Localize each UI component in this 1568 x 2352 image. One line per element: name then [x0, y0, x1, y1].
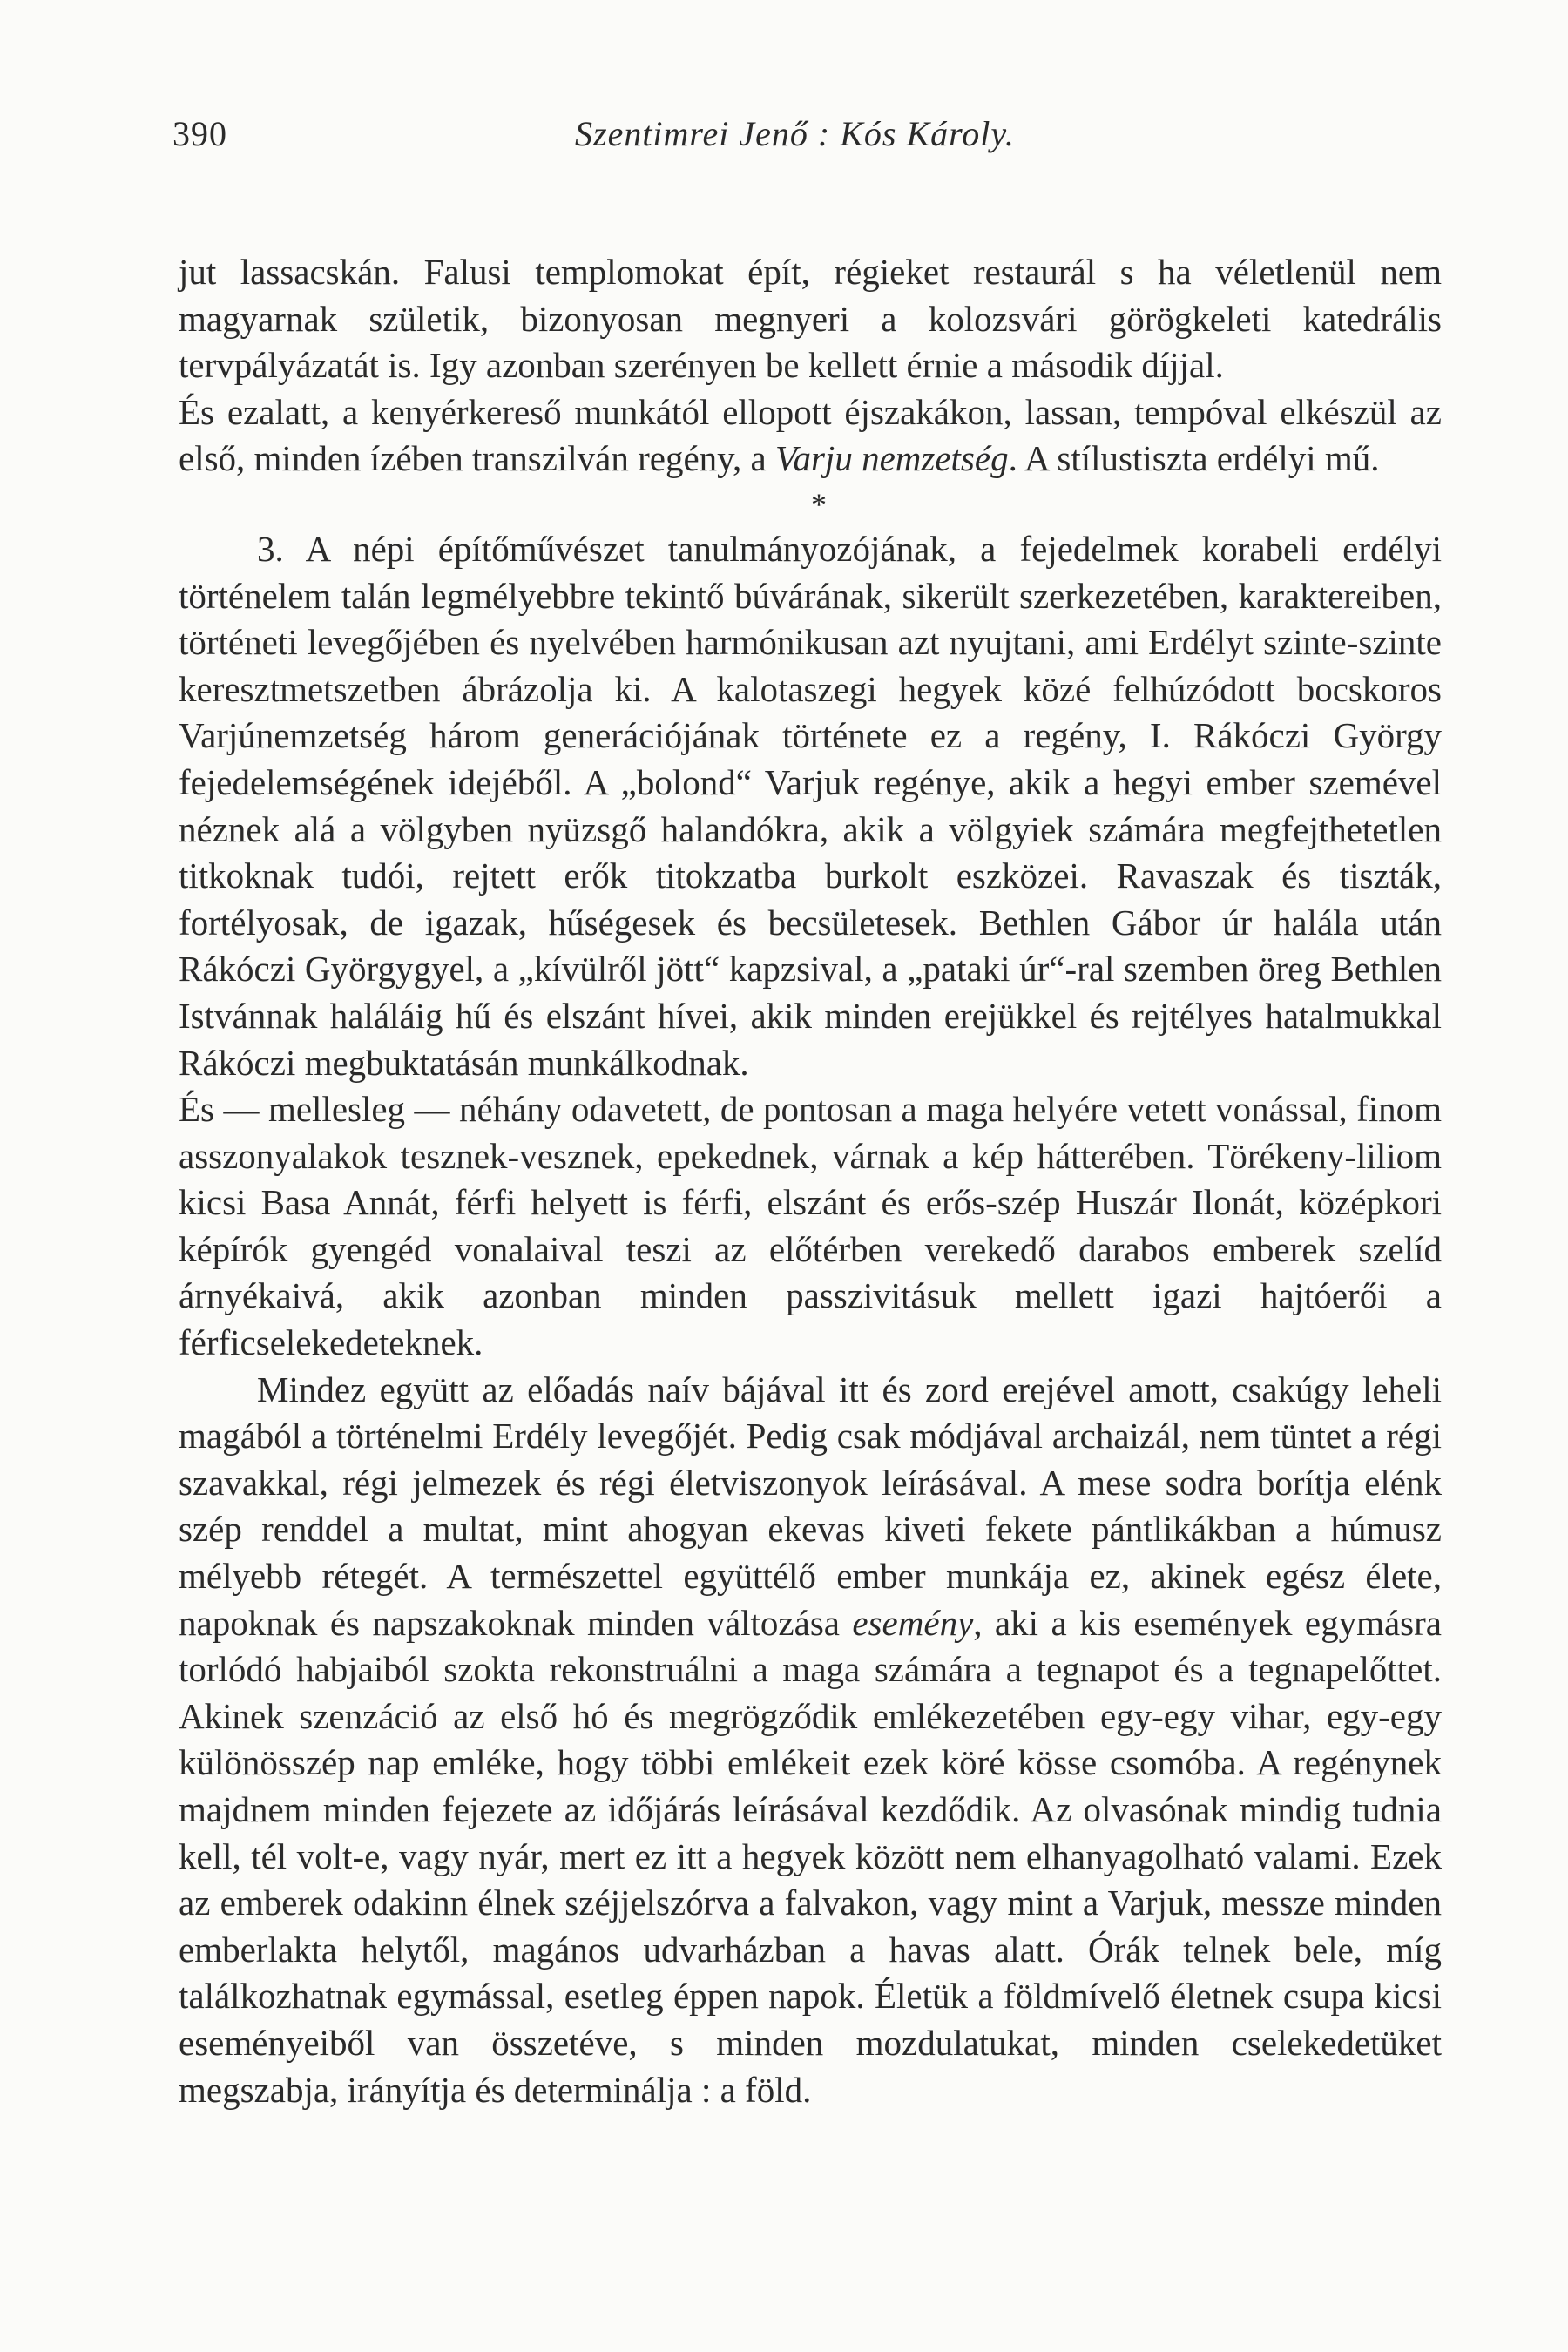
emphasis-word: esemény — [852, 1602, 974, 1643]
paragraph-4: És — mellesleg — néhány odavetett, de pontosan a maga helyére vetett vonással, finom asszonyalakok tesznek-vesznek, epekednek, várnak a kép hátterében. Törékeny-liliom kicsi Basa Annát, férfi helyett is férfi, elszánt és erős-szép Huszár Ilonát, középkori képírók gyengéd vonalaival teszi az előtérben verekedő darabos emberek szelíd árnyékaivá, akik azonban minden passzivitásuk mellett igazi hajtóerői a férficselekedeteknek. — [179, 1089, 1442, 1363]
paragraph-5-tail: , aki a kis események egymásra torlódó habjaiból szokta rekonstruálni a maga számára a tegnapot és a tegnapelőttet. Akinek szenzáció az első hó és megrögződik emlékezetében egy-egy vihar, egy-egy különösszép nap emléke, hogy többi emlékeit ezek köré kösse csomóba. A regénynek majdnem minden fejezete az időjárás leírásával kezdődik. Az olvasónak mindig tudnia kell, tél volt-e, vagy nyár, mert ez itt a hegyek között nem elhanyagolható valami. Ezek az emberek odakinn élnek széjjelszórva a falvakon, vagy mint a Varjuk, messze minden emberlakta helytől, magános udvarházban a havas alatt. Órák telnek bele, míg találkozhatnak egymással, esetleg éppen napok. Életük a földmívelő életnek csupa kicsi eseményeiből van összetéve, s minden mozdulatukat, minden cselekedetüket megszabja, irányítja és determinálja : a föld. — [179, 1602, 1442, 2110]
page-header — [172, 113, 1436, 166]
book-title: Varju nemzetség — [774, 438, 1009, 479]
running-title: Szentimrei Jenő : Kós Károly. — [575, 114, 1015, 153]
paragraph-2-text: És ezalatt, a kenyérkereső munkától ellopott éjszakákon, lassan, tempóval elkészül az első, minden ízében transzilván regény, a — [179, 391, 1442, 479]
section-separator: * — [811, 486, 827, 522]
article-body — [179, 249, 1442, 2113]
paragraph-3: 3. A népi építőművészet tanulmányozójának, a fejedelmek korabeli erdélyi történelem talán legmélyebbre tekintő búvárának, sikerült szerkezetében, karaktereiben, történeti levegőjében és nyelvében harmónikusan azt nyujtani, ami Erdélyt szinte-szinte keresztmetszetben ábrázolja ki. A kalotaszegi hegyek közé felhúzódott bocskoros Varjúnemzetség három generációjának története ez a regény, I. Rákóczi György fejedelemségének idejéből. A „bolond“ Varjuk regénye, akik a hegyi ember szemével néznek alá a völgyben nyüzsgő halandókra, akik a völgyiek számára megfejthetetlen titkoknak tudói, rejtett erők titokzatba burkolt eszközei. Ravaszak és tiszták, fortélyosak, de igazak, hűségesek és becsületesek. Bethlen Gábor úr halála után Rákóczi Györgygyel, a „kívülről jött“ kapzsival, a „pataki úr“-ral szemben öreg Bethlen Istvánnak haláláig hű és elszánt hívei, akik minden erejükkel és rejtélyes hatalmukkal Rákóczi megbuktatásán munkálkodnak. — [179, 528, 1442, 1083]
paragraph-2-tail: . A stílustiszta erdélyi mű. — [1008, 438, 1380, 479]
paragraph-1: jut lassacskán. Falusi templomokat épít, régieket restaurál s ha véletlenül nem magyarnak születik, bizonyosan megnyeri a kolozsvári görögkeleti katedrális tervpályázatát is. Igy azonban szerényen be kellett érnie a második díjjal. — [179, 252, 1442, 386]
paragraph-5 — [179, 1367, 1442, 2114]
page-number: 390 — [172, 114, 227, 153]
paragraph-2 — [179, 389, 1442, 483]
paragraph-5-text: Mindez együtt az előadás naív bájával itt és zord erejével amott, csakúgy leheli magából a történelmi Erdély levegőjét. Pedig csak módjával archaizál, nem tüntet a régi szavakkal, régi jelmezek és régi életviszonyok leírásával. A mese sodra borítja elénk szép renddel a multat, mint ahogyan ekevas kiveti fekete pántlikákban a húmusz mélyebb rétegét. A természettel együttélő ember munkája ez, akinek egész élete, napoknak és napszakoknak minden változása — [179, 1369, 1442, 1643]
